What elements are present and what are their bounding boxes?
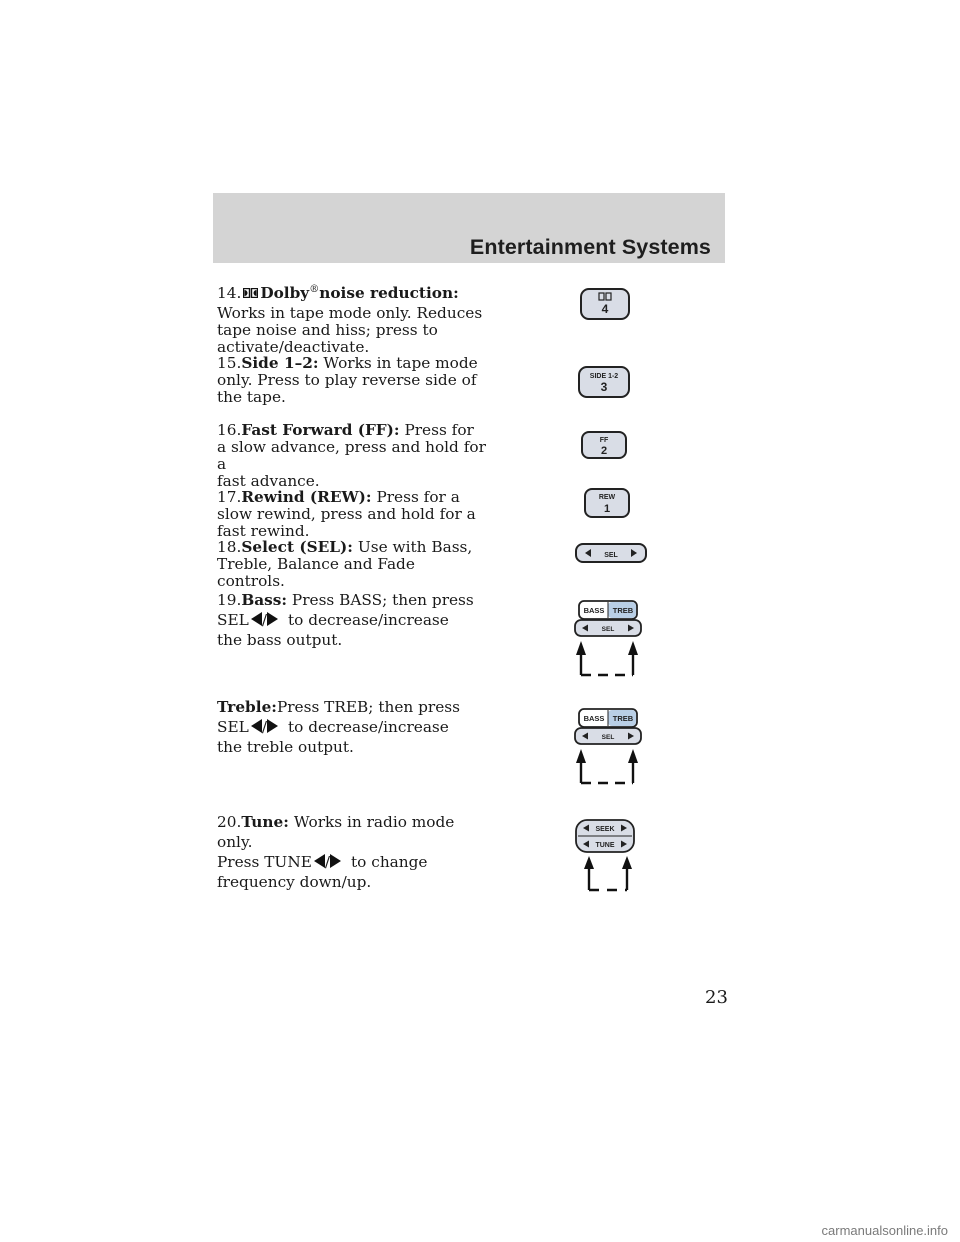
slash: / xyxy=(261,611,267,629)
item-treble xyxy=(217,697,487,757)
treb-label: TREB xyxy=(612,606,634,615)
item-text: Press TUNE xyxy=(217,853,312,871)
item-label: Fast Forward (FF): xyxy=(241,421,400,439)
item-text: fast rewind. xyxy=(217,522,310,540)
button-top-label: REW xyxy=(598,494,616,501)
item-text: to decrease/increase xyxy=(287,718,449,736)
item-tune xyxy=(217,812,487,892)
item-label-rest: noise reduction: xyxy=(319,284,459,303)
item-text: Treble, Balance and Fade controls. xyxy=(217,555,415,590)
item-text: Works in tape mode only. Reduces xyxy=(217,304,483,323)
item-rewind xyxy=(217,489,487,540)
bass-label: BASS xyxy=(583,714,605,723)
tune-label: TUNE xyxy=(595,842,615,849)
item-fast-forward xyxy=(217,422,487,490)
item-text: activate/deactivate. xyxy=(217,338,370,357)
treble-diagram xyxy=(574,707,646,789)
slash: / xyxy=(261,718,267,736)
item-text: to change xyxy=(351,853,428,871)
item-text: Press BASS; then press xyxy=(291,591,474,609)
item-text: only. Press to play reverse side of xyxy=(217,371,477,389)
item-text: slow rewind, press and hold for a xyxy=(217,505,476,523)
side-button-figure xyxy=(578,366,630,398)
footer xyxy=(0,1221,960,1242)
item-number: 14. xyxy=(217,284,242,303)
sel-button-figure xyxy=(575,543,647,563)
item-text: frequency down/up. xyxy=(217,873,372,891)
sel-label: SEL xyxy=(601,734,615,741)
bass-label: BASS xyxy=(583,606,605,615)
section-title: Entertainment Systems xyxy=(469,235,711,259)
item-number: 16. xyxy=(217,421,242,439)
item-bass xyxy=(217,590,487,650)
page-number: 23 xyxy=(705,987,728,1008)
item-label: Bass: xyxy=(241,591,288,609)
tune-diagram xyxy=(574,818,638,896)
left-arrow-icon xyxy=(251,612,262,626)
item-text: Press for a xyxy=(376,488,460,506)
item-label: Treble: xyxy=(217,698,277,716)
button-top-label: SIDE 1-2 xyxy=(589,373,619,380)
item-text: the tape. xyxy=(217,388,286,406)
button-number: 3 xyxy=(600,380,608,394)
button-number: 2 xyxy=(600,445,608,457)
item-text: the treble output. xyxy=(217,738,354,756)
item-text: Press TREB; then press xyxy=(276,698,460,716)
right-arrow-icon xyxy=(330,854,341,868)
item-label: Tune: xyxy=(241,813,289,831)
header-bar xyxy=(213,193,725,263)
bass-diagram xyxy=(574,599,646,681)
dolby-icon xyxy=(243,288,258,298)
item-number: 20. xyxy=(217,813,242,831)
item-text: a slow advance, press and hold for a xyxy=(217,438,486,473)
item-text: SEL xyxy=(217,611,249,629)
item-label: Rewind (REW): xyxy=(241,488,372,506)
item-label: Dolby xyxy=(260,284,310,303)
button-number: 4 xyxy=(601,302,609,316)
right-arrow-icon xyxy=(267,719,278,733)
item-text: tape noise and hiss; press to xyxy=(217,321,438,340)
item-side xyxy=(217,355,487,406)
sel-label: SEL xyxy=(601,626,615,633)
rew-button-figure xyxy=(584,488,630,518)
treb-label: TREB xyxy=(612,714,634,723)
item-number: 19. xyxy=(217,591,242,609)
item-text: to decrease/increase xyxy=(287,611,449,629)
item-number: 18. xyxy=(217,538,242,556)
slash: / xyxy=(324,853,331,871)
ff-button-figure xyxy=(581,431,627,459)
item-text: Works in radio mode only. xyxy=(217,813,455,851)
sel-label: SEL xyxy=(604,552,618,559)
item-select xyxy=(217,539,487,590)
left-arrow-icon xyxy=(251,719,262,733)
item-text: fast advance. xyxy=(217,472,320,490)
seek-label: SEEK xyxy=(595,826,615,833)
item-text: the bass output. xyxy=(217,631,343,649)
item-number: 15. xyxy=(217,354,242,372)
left-arrow-icon xyxy=(314,854,325,868)
registered-mark: ® xyxy=(309,284,320,295)
dolby-button-figure xyxy=(580,288,630,320)
right-arrow-icon xyxy=(267,612,278,626)
item-text: Use with Bass, xyxy=(357,538,473,556)
button-number: 1 xyxy=(603,503,611,515)
item-text: Works in tape mode xyxy=(323,354,478,372)
item-number: 17. xyxy=(217,488,242,506)
footer-watermark: carmanualsonline.info xyxy=(821,1223,948,1238)
item-dolby xyxy=(217,281,487,356)
item-text: SEL xyxy=(217,718,249,736)
button-top-label: FF xyxy=(599,437,609,444)
item-text: Press for xyxy=(404,421,474,439)
item-label: Select (SEL): xyxy=(241,538,353,556)
item-label: Side 1–2: xyxy=(241,354,319,372)
